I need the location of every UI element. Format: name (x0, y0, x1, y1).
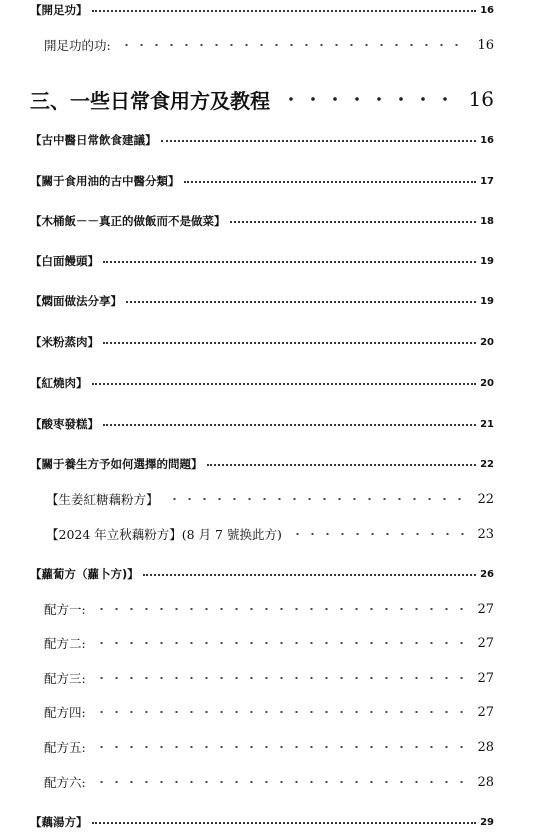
dot-leader (94, 746, 470, 748)
chapter-heading[interactable] (30, 87, 494, 113)
toc-entry-page-number: 22 (477, 491, 494, 507)
dot-leader (94, 711, 470, 713)
toc-entry[interactable] (30, 414, 494, 434)
toc-entry[interactable] (44, 35, 494, 55)
toc-entry-title: 【關于食用油的古中醫分類】 (30, 174, 180, 188)
toc-entry-title: 配方一: (44, 602, 86, 617)
dot-leader (230, 221, 477, 223)
dot-leader (184, 181, 477, 183)
toc-entry-page-number: 23 (477, 526, 494, 542)
dot-leader (92, 10, 477, 12)
toc-entry-page-number: 27 (477, 601, 494, 617)
toc-entry[interactable] (30, 564, 494, 584)
dot-leader (167, 498, 470, 500)
toc-entry-title: 【米粉蒸肉】 (30, 335, 99, 349)
toc-entry-title: 【2024 年立秋藕粉方】(8 月 7 號换此方) (46, 527, 282, 542)
toc-entry-page-number: 16 (477, 37, 494, 53)
dot-leader (103, 342, 476, 344)
toc-entry[interactable] (30, 332, 494, 352)
dot-leader (290, 533, 470, 535)
toc-entry-page-number: 22 (480, 458, 494, 470)
dot-leader (103, 261, 476, 263)
toc-entry-page-number: 21 (480, 418, 494, 430)
toc-entry-page-number: 17 (480, 175, 494, 187)
dot-leader (92, 383, 477, 385)
dot-leader (119, 44, 470, 46)
toc-entry[interactable] (44, 633, 494, 653)
toc-entry-title: 開足功的功: (44, 38, 111, 53)
toc-entry[interactable] (44, 772, 494, 792)
toc-entry[interactable] (44, 737, 494, 757)
toc-entry-title: 配方二: (44, 636, 86, 651)
toc-entry-page-number: 19 (480, 295, 494, 307)
toc-entry-title: 【白面饅頭】 (30, 254, 99, 268)
toc-entry-title: 【酸枣發糕】 (30, 417, 99, 431)
dot-leader (103, 424, 476, 426)
dot-leader (94, 642, 470, 644)
toc-entry-page-number: 26 (480, 568, 494, 580)
toc-entry[interactable] (44, 599, 494, 619)
toc-entry-title: 配方五: (44, 740, 86, 755)
dot-leader (161, 140, 477, 142)
toc-entry[interactable] (44, 702, 494, 722)
toc-entry-page-number: 16 (480, 4, 494, 16)
dot-leader (280, 97, 451, 101)
toc-entry-page-number: 27 (477, 635, 494, 651)
toc-entry-title: 【生姜紅糖藕粉方】 (46, 492, 159, 507)
dot-leader (207, 464, 477, 466)
toc-entry-page-number: 20 (480, 377, 494, 389)
toc-entry[interactable] (30, 211, 494, 231)
toc-entry-title: 【藕湯方】 (30, 815, 88, 829)
toc-entry-page-number: 27 (477, 670, 494, 686)
toc-entry-title: 配方六: (44, 775, 86, 790)
toc-entry-page-number: 16 (480, 134, 494, 146)
toc-entry-title: 配方三: (44, 671, 86, 686)
toc-entry[interactable] (44, 668, 494, 688)
dot-leader (94, 677, 470, 679)
toc-entry-page-number: 16 (468, 87, 494, 111)
dot-leader (94, 781, 470, 783)
toc-entry-page-number: 28 (477, 739, 494, 755)
toc-entry-title: 【燜面做法分享】 (30, 294, 122, 308)
dot-leader (94, 608, 470, 610)
toc-entry-title: 【關于養生方予如何選擇的問題】 (30, 457, 203, 471)
toc-entry[interactable] (30, 291, 494, 311)
toc-entry-page-number: 18 (480, 215, 494, 227)
toc-entry[interactable] (30, 171, 494, 191)
toc-entry[interactable] (30, 812, 494, 832)
toc-entry[interactable] (30, 373, 494, 393)
toc-entry-page-number: 27 (477, 704, 494, 720)
toc-entry-page-number: 20 (480, 336, 494, 348)
toc-entry[interactable] (46, 524, 494, 544)
toc-entry[interactable] (30, 251, 494, 271)
toc-entry-title: 【古中醫日常飲食建議】 (30, 133, 157, 147)
toc-entry[interactable] (30, 454, 494, 474)
toc-entry-title: 三、一些日常食用方及教程 (30, 88, 270, 113)
toc-entry-page-number: 28 (477, 774, 494, 790)
toc-entry-title: 【木桶飯－－真正的做飯而不是做菜】 (30, 214, 226, 228)
toc-entry-title: 配方四: (44, 705, 86, 720)
toc-entry-title: 【紅燒肉】 (30, 376, 88, 390)
toc-entry[interactable] (30, 130, 494, 150)
dot-leader (143, 574, 476, 576)
dot-leader (92, 822, 477, 824)
toc-entry-page-number: 29 (480, 816, 494, 828)
toc-entry-page-number: 19 (480, 255, 494, 267)
toc-entry[interactable] (46, 489, 494, 509)
toc-entry-title: 【蘿蔔方（蘿卜方)】 (30, 567, 139, 581)
toc-entry[interactable] (30, 0, 494, 20)
dot-leader (126, 301, 476, 303)
toc-entry-title: 【開足功】 (30, 3, 88, 17)
